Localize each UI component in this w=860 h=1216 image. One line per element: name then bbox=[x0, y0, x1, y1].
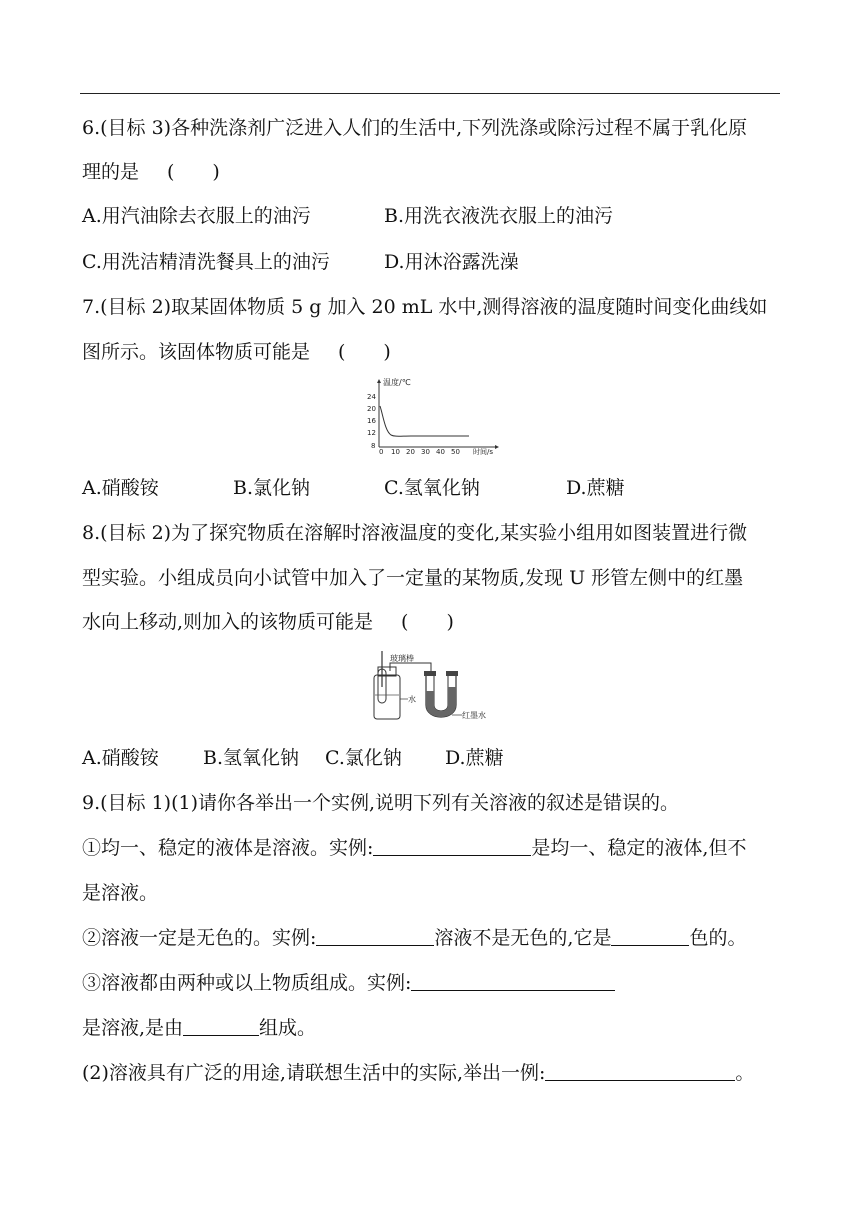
q9-item2-text-c: 色的。 bbox=[689, 927, 747, 949]
graph-x-arrow bbox=[495, 445, 499, 449]
q9-item1-line bbox=[82, 836, 746, 860]
q9-blank-1[interactable] bbox=[373, 837, 531, 856]
q8-stem-line3 bbox=[82, 610, 454, 634]
graph-y-arrow bbox=[377, 379, 381, 383]
q6-answer-paren: ( ) bbox=[167, 161, 220, 183]
q8-option-d: D.蔗糖 bbox=[445, 747, 504, 769]
label-water: 水 bbox=[408, 695, 416, 704]
u-tube-stopper-right bbox=[446, 671, 458, 676]
graph-x-tick: 30 bbox=[421, 448, 430, 456]
graph-y-tick: 24 bbox=[367, 393, 376, 401]
graph-y-tick: 16 bbox=[367, 417, 376, 425]
q8-apparatus-diagram bbox=[368, 647, 498, 725]
q8-option-a: A.硝酸铵 bbox=[82, 747, 159, 769]
q9-item2-line bbox=[82, 926, 746, 950]
q9-blank-6[interactable] bbox=[545, 1062, 735, 1081]
graph-y-tick: 20 bbox=[367, 405, 376, 413]
q6-stem-line2 bbox=[82, 160, 220, 184]
q7-temperature-graph bbox=[365, 375, 505, 457]
q9-blank-4[interactable] bbox=[411, 972, 615, 991]
temperature-curve bbox=[380, 406, 469, 436]
q9-item2-text-a: ②溶液一定是无色的。实例: bbox=[82, 927, 317, 949]
graph-x-tick: 20 bbox=[406, 448, 415, 456]
header-rule bbox=[80, 93, 780, 94]
graph-x-tick: 40 bbox=[436, 448, 445, 456]
u-tube-stopper-left bbox=[424, 671, 436, 676]
q9-item1-text-a: ①均一、稳定的液体是溶液。实例: bbox=[82, 837, 374, 859]
q9-part2-text-b: 。 bbox=[735, 1062, 755, 1084]
q8-option-b: B.氢氧化钠 bbox=[203, 747, 300, 769]
q6-option-b: B.用洗衣液洗衣服上的油污 bbox=[384, 205, 614, 227]
q7-stem-line2 bbox=[82, 340, 391, 364]
q8-answer-paren: ( ) bbox=[401, 611, 454, 633]
q9-item2-text-b: 溶液不是无色的,它是 bbox=[434, 927, 612, 949]
q7-option-c: C.氢氧化钠 bbox=[384, 477, 480, 499]
q7-stem-line1: 7.(目标 2)取某固体物质 5 g 加入 20 mL 水中,测得溶液的温度随时间变化曲线如 bbox=[82, 296, 768, 318]
q8-option-c: C.氯化钠 bbox=[325, 747, 402, 769]
q9-item3-text-a: ③溶液都由两种或以上物质组成。实例: bbox=[82, 972, 412, 994]
label-glass-rod: 玻璃棒 bbox=[390, 654, 414, 663]
q9-item3-line bbox=[82, 971, 615, 995]
graph-x-tick: 10 bbox=[391, 448, 400, 456]
q7-stem-text: 图所示。该固体物质可能是 bbox=[82, 341, 311, 363]
graph-y-tick: 8 bbox=[371, 442, 376, 450]
q9-item3-line2 bbox=[82, 1016, 316, 1040]
q6-option-d: D.用沐浴露洗澡 bbox=[384, 251, 519, 273]
graph-x-tick: 0 bbox=[379, 448, 384, 456]
q9-blank-5[interactable] bbox=[183, 1017, 259, 1036]
q7-option-d: D.蔗糖 bbox=[566, 477, 625, 499]
q9-item1-text-b: 是均一、稳定的液体,但不 bbox=[531, 837, 747, 859]
red-ink bbox=[426, 687, 456, 717]
q6-option-a: A.用汽油除去衣服上的油污 bbox=[82, 205, 311, 227]
q9-item1-line2: 是溶液。 bbox=[82, 882, 159, 904]
q7-answer-paren: ( ) bbox=[338, 341, 391, 363]
q9-item3-text-b: 是溶液,是由 bbox=[82, 1017, 184, 1039]
q6-stem-text: 理的是 bbox=[82, 161, 140, 183]
q8-stem-line1: 8.(目标 2)为了探究物质在溶解时溶液温度的变化,某实验小组用如图装置进行微 bbox=[82, 522, 748, 544]
q6-stem-line1: 6.(目标 3)各种洗涤剂广泛进入人们的生活中,下列洗涤或除污过程不属于乳化原 bbox=[82, 117, 748, 139]
q6-option-c: C.用洗洁精清洗餐具上的油污 bbox=[82, 251, 330, 273]
graph-y-tick: 12 bbox=[367, 429, 376, 437]
q7-option-b: B.氯化钠 bbox=[233, 477, 311, 499]
graph-y-label: 温度/℃ bbox=[383, 378, 411, 387]
u-tube-inner bbox=[434, 675, 448, 711]
q9-item3-text-c: 组成。 bbox=[259, 1017, 317, 1039]
q9-stem-line1: 9.(目标 1)(1)请你各举出一个实例,说明下列有关溶液的叙述是错误的。 bbox=[82, 792, 680, 814]
q8-stem-text: 水向上移动,则加入的该物质可能是 bbox=[82, 611, 374, 633]
graph-x-tick: 50 bbox=[451, 448, 460, 456]
q9-blank-2[interactable] bbox=[316, 927, 434, 946]
graph-x-label: 时间/s bbox=[473, 448, 494, 456]
label-red-ink: 红墨水 bbox=[462, 711, 486, 720]
q9-part2-text-a: (2)溶液具有广泛的用途,请联想生活中的实际,举出一例: bbox=[82, 1062, 546, 1084]
q7-option-a: A.硝酸铵 bbox=[82, 477, 159, 499]
q8-stem-line2: 型实验。小组成员向小试管中加入了一定量的某物质,发现 U 形管左侧中的红墨 bbox=[82, 567, 744, 589]
q9-part2-line bbox=[82, 1061, 754, 1085]
q9-blank-3[interactable] bbox=[611, 927, 689, 946]
